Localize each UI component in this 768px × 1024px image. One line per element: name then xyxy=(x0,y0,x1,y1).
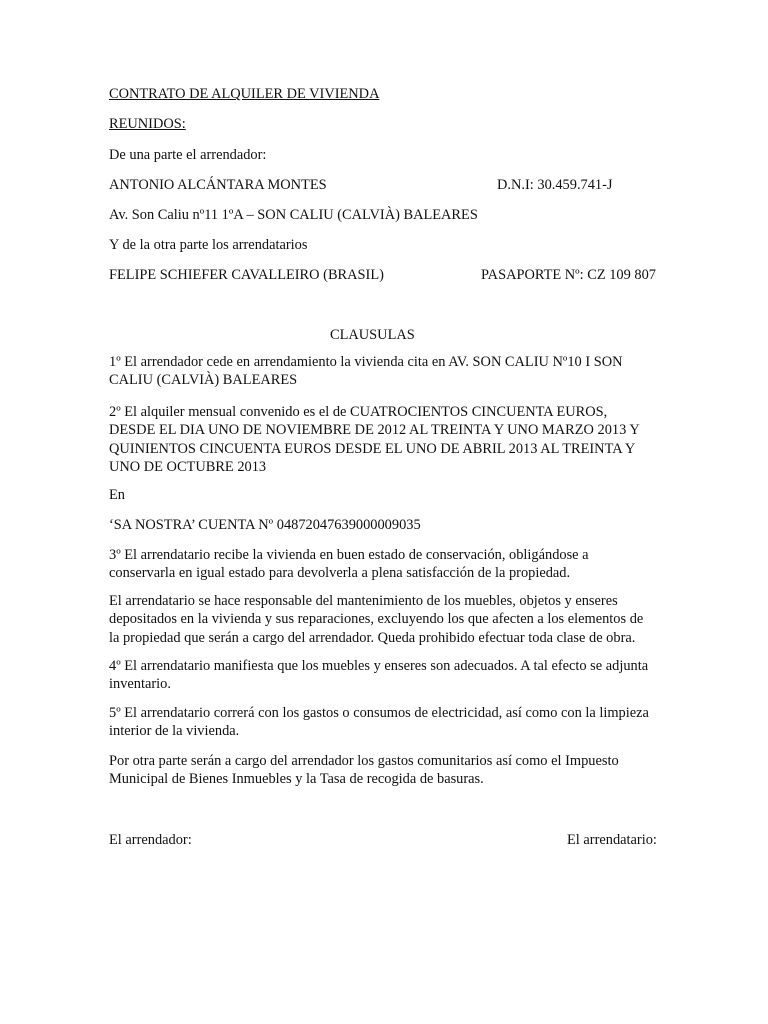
clause-4: 4º El arrendatario manifiesta que los muebles y enseres son adecuados. A tal efecto se adjunta inventario. xyxy=(109,658,649,693)
arrendador-address: Av. Son Caliu nº11 1ºA – SON CALIU (CALVIÀ) BALEARES xyxy=(109,207,478,223)
clausulas-heading: CLAUSULAS xyxy=(330,327,415,343)
clause-maintenance: El arrendatario se hace responsable del mantenimiento de los muebles, objetos y enseres depositados en la vivienda y sus reparaciones, excluyendo los que afecten a los elementos de la propiedad que serán a cargo del arrendador. Queda prohibido efectuar toda clase de obra. xyxy=(109,593,644,646)
arrendador-intro: De una parte el arrendador: xyxy=(109,147,267,163)
clause-3: 3º El arrendatario recibe la vivienda en buen estado de conservación, obligándose a conservarla en igual estado para devolverla a plena satisfacción de la propiedad. xyxy=(109,547,589,582)
clause-5: 5º El arrendatario correrá con los gastos o consumos de electricidad, así como con la limpieza interior de la vivienda. xyxy=(109,705,649,740)
arrendatario-passport: PASAPORTE Nº: CZ 109 807 xyxy=(481,267,656,283)
clause-costs: Por otra parte serán a cargo del arrendador los gastos comunitarios así como el Impuesto Municipal de Bienes Inmuebles y la Tasa de recogida de basuras. xyxy=(109,753,619,788)
clause-2: 2º El alquiler mensual convenido es el de CUATROCIENTOS CINCUENTA EUROS, DESDE EL DIA UNO DE NOVIEMBRE DE 2012 AL TREINTA Y UNO MARZO 2013 Y QUINIENTOS CINCUENTA EUROS DESDE EL UNO DE ABRIL 2013 AL TREINTA Y UNO DE OCTUBRE 2013 xyxy=(109,404,640,475)
bank-account: ‘SA NOSTRA’ CUENTA Nº 04872047639000009035 xyxy=(109,517,421,533)
arrendador-name: ANTONIO ALCÁNTARA MONTES xyxy=(109,177,327,193)
clause-1: 1º El arrendador cede en arrendamiento la vivienda cita en AV. SON CALIU Nº10 I SON CALIU (CALVIÀ) BALEARES xyxy=(109,354,623,389)
reunidos-heading: REUNIDOS: xyxy=(109,116,186,132)
clause-en: En xyxy=(109,487,125,503)
arrendatarios-intro: Y de la otra parte los arrendatarios xyxy=(109,237,308,253)
signature-arrendatario: El arrendatario: xyxy=(567,832,657,848)
document-title: CONTRATO DE ALQUILER DE VIVIENDA xyxy=(109,86,380,102)
arrendatario-name: FELIPE SCHIEFER CAVALLEIRO (BRASIL) xyxy=(109,267,384,283)
arrendador-dni: D.N.I: 30.459.741-J xyxy=(497,177,613,193)
signature-arrendador: El arrendador: xyxy=(109,832,192,848)
